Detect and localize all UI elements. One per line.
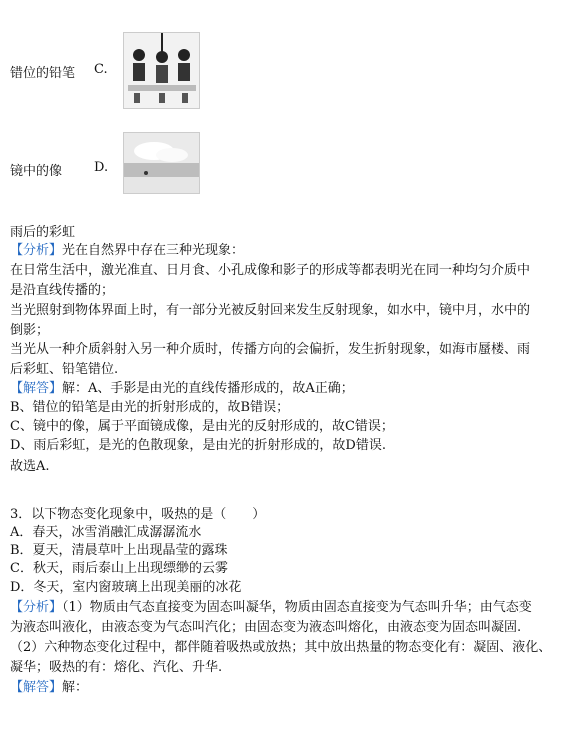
line-text: 当光照射到物体界面上时，有一部分光被反射回来发生反射现象，如水中，镜中月，水中的: [10, 303, 531, 318]
text-line: [10, 419, 394, 435]
option-letter: C.: [94, 62, 108, 77]
text-line: [10, 620, 521, 636]
text-line: [10, 660, 222, 676]
text-line: [10, 342, 530, 358]
section-tag: 【分析】: [10, 600, 63, 615]
option-label: 镜中的像: [10, 164, 63, 179]
rainbow-photo: [123, 132, 200, 194]
line-text: 3．以下物态变化现象中，吸热的是（ ）: [10, 507, 266, 522]
text-line: [10, 525, 201, 541]
line-text: 为液态叫液化，由液态变为气态叫汽化；由固态变为液态叫熔化，由液态变为固态叫凝固.: [10, 620, 522, 635]
option-letter: D.: [94, 160, 109, 175]
text-line: [10, 362, 118, 378]
option-d-row: [10, 160, 62, 179]
text-line: [10, 438, 386, 454]
line-text: A．春天，冰雪消融汇成潺潺流水: [10, 525, 202, 540]
line-text: B．夏天，清晨草叶上出现晶莹的露珠: [10, 543, 228, 558]
line-text: 当光从一种介质斜射入另一种介质时，传播方向的会偏折，发生折射现象，如海市蜃楼、雨: [10, 342, 531, 357]
text-line: [10, 243, 244, 259]
line-text: D、雨后彩虹，是光的色散现象，是由光的折射形成的，故D错误.: [10, 438, 386, 453]
option-c-row: [10, 62, 75, 81]
text-line: [10, 507, 265, 523]
line-text: 光在自然界中存在三种光现象：: [62, 243, 245, 258]
line-text: 后彩虹、铅笔错位.: [10, 362, 119, 377]
option-label: 错位的铅笔: [10, 66, 76, 81]
text-line: [10, 600, 532, 616]
text-line: [10, 323, 49, 339]
line-text: 凝华；吸热的有：熔化、汽化、升华.: [10, 660, 223, 675]
text-line: [10, 381, 354, 397]
text-line: [10, 680, 88, 696]
line-text: 解：A、手影是由光的直线传播形成的，故A正确；: [62, 381, 354, 396]
text-line: [10, 400, 289, 416]
line-text: 解：: [62, 680, 89, 695]
line-text: 是沿直线传播的；: [10, 283, 115, 298]
pencil-photo: [123, 32, 200, 109]
text-line: [10, 263, 530, 279]
text-line: [10, 640, 551, 656]
text-line: [10, 283, 114, 299]
line-text: C．秋天，雨后泰山上出现缥缈的云雾: [10, 561, 228, 576]
text-line: [10, 303, 530, 319]
line-text: （2）六种物态变化过程中，都伴随着吸热或放热；其中放出热量的物态变化有：凝固、液化、: [10, 640, 552, 655]
line-text: C、镜中的像，属于平面镜成像，是由光的反射形成的，故C错误；: [10, 419, 394, 434]
text-line: [10, 225, 75, 241]
text-line: [10, 459, 50, 475]
line-text: 在日常生活中，激光准直、日月食、小孔成像和影子的形成等都表明光在同一种均匀介质中: [10, 263, 531, 278]
section-tag: 【解答】: [10, 381, 63, 396]
section-tag: 【解答】: [10, 680, 63, 695]
cloud-sky-image: [124, 133, 199, 193]
section-tag: 【分析】: [10, 243, 63, 258]
line-text: D．冬天，室内窗玻璃上出现美丽的冰花: [10, 580, 242, 595]
line-text: 雨后的彩虹: [10, 225, 76, 240]
line-text: B、错位的铅笔是由光的折射形成的，故B错误；: [10, 400, 290, 415]
text-line: [10, 580, 241, 596]
text-line: [10, 561, 228, 577]
line-text: 倒影；: [10, 323, 50, 338]
pencil-figures-image: [124, 33, 199, 108]
line-text: （1）物质由气态直接变为固态叫凝华，物质由固态直接变为气态叫升华；由气态变: [62, 600, 532, 615]
text-line: [10, 543, 228, 559]
line-text: 故选A.: [10, 459, 50, 474]
